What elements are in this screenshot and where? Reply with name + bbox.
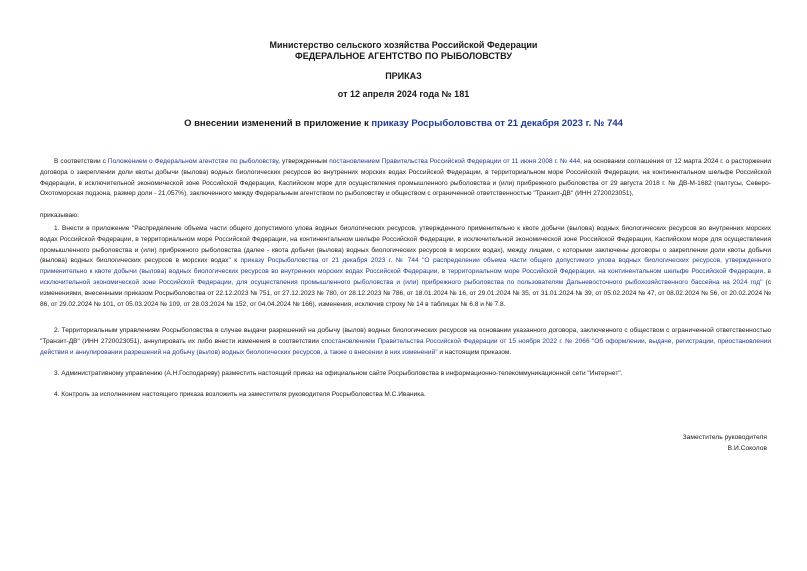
item-3-paragraph (40, 369, 771, 380)
item-3-text: 3. Административному управлению (А.Н.Господареву) разместить настоящий приказ на официальном сайте Росрыболовства в информационно-телекоммуникационной сети "Интернет". (54, 370, 623, 377)
item-1-paragraph (40, 224, 771, 310)
item-1-text: (с изменениями, внесенными приказом Росрыболовства от 22.12.2023 № 751, от 27.12.2023 № 780, от 28.12.2023 № 786, от 18.01.2024 № 16, от 29.01.2024 № 35, от 31.01.2024 № 39, от 05.02.2024 № 47, от 08.02.2024 № 56, от 20.02.2024 № 86, от 29.02.2024 № 101, от 05.03.2024 № 109, от 28.03.2024 № 152, от 04.04.2024 № 166), изменения, исключив строку № 14 в таблицах № 6.8 и № 7.8. (40, 278, 772, 308)
item-2-paragraph (40, 326, 771, 358)
item-1-text: 1. Внести в приложение "Распределение объема части общего допустимого улова водных биологических ресурсов, утвержденного применительно к квоте добычи (вылова) водных биологических ресурсов во внутренних морских водах Российской Федерации, в территориальном море Российской Федерации, на континентальном шельфе Российской Федерации, в исключительной экономической зоне Российской Федерации, Каспийском море для осуществления промышленного рыболовства и (или) прибрежного рыболовства (далее - квота добычи (вылова) водных биологических ресурсов в морских водах), между лицами, с которыми заключены договоры о закреплении доли квоты добычи (вылова) водных биологических ресурсов в морских водах" к (40, 225, 771, 265)
order-744-link[interactable]: приказу Росрыболовства от 21 декабря 2023 г. № 744 "О распределении объема части общего допустимого улова водных биологических ресурсов, утвержденного применительно к квоте добычи (вылова) водных биологических ресурсов во внутренних морских водах Российской Федерации, в территориальном море Российской Федерации, на континентальном шельфе Российской Федерации, в исключительной экономической зоне Российской Федерации, для осуществления промышленного рыболовства и (или) прибрежного рыболовства по пользователям Дальневосточного рыбохозяйственного бассейна на 2024 год" (40, 257, 771, 286)
item-4-text: 4. Контроль за исполнением настоящего приказа возложить на заместителя руководителя Росрыболовства М.С.Иваника. (54, 391, 426, 398)
title-order-link[interactable]: приказу Росрыболовства от 21 декабря 2023 г. № 744 (371, 118, 623, 129)
preamble-text: , на основании соглашения от 12 марта 2024 г. о расторжении договора о закреплении доли квоты добычи (вылова) водных биологических ресурсов во внутренних морских водах Российской Федерации, в территориальном море Российской Федерации, на континентальном шельфе Российской Федерации, в исключительной экономической зоне Российской Федерации, Каспийском море для осуществления промышленного рыболовства и (или) прибрежного рыболовства от 29 августа 2018 г. № ДВ-М-1682 (палтусы, Северо-Охотоморская подзона, размер доли - 21,057%), заключенного между Федеральным агентством по рыболовству и обществом с ограниченной ответственностью "Транзит-ДВ" (ИНН 2720023051), (40, 158, 771, 198)
preamble-text: В соответствии с (54, 158, 108, 165)
order-word: приказываю: (40, 212, 79, 219)
item-4-paragraph (40, 390, 771, 401)
signature-block (683, 433, 767, 455)
document-title (0, 118, 807, 129)
document-header (0, 40, 807, 62)
agency-name: ФЕДЕРАЛЬНОЕ АГЕНТСТВО ПО РЫБОЛОВСТВУ (295, 51, 512, 61)
item-2-text: и настоящим приказом. (437, 348, 512, 356)
signatory-name: В.И.Соколов (727, 444, 767, 452)
title-text: О внесении изменений в приложение к (184, 118, 372, 129)
preamble-text: , утвержденным (278, 158, 330, 165)
item-2-text: 2. Территориальным управлениям Росрыболовства в случае выдачи разрешений на добычу (вылов) водных биологических ресурсов на основании указанного договора, заключенного с обществом с ограниченной ответственностью "Транзит-ДВ" (ИНН 2720023051), аннулировать их либо внести изменения в соответствии с (40, 327, 771, 345)
document-type: ПРИКАЗ (385, 71, 422, 81)
government-decree-444-link[interactable]: постановлением Правительства Российской Федерации от 11 июня 2008 г. № 444 (329, 158, 581, 165)
signatory-position: Заместитель руководителя (682, 434, 767, 441)
government-decree-2066-link[interactable]: постановлением Правительства Российской Федерации от 15 ноября 2022 г. № 2066 "Об оформлении, выдаче, регистрации, приостановлении действия и аннулировании разрешений на добычу (вылов) водных биологических ресурсов, а также о внесении в них изменений" (40, 337, 771, 356)
regulation-link[interactable]: Положением о Федеральном агентстве по рыболовству (107, 158, 279, 165)
document-date-number: от 12 апреля 2024 года № 181 (337, 89, 470, 99)
preamble-paragraph (40, 157, 771, 200)
ministry-name: Министерство сельского хозяйства Российской Федерации (269, 40, 538, 50)
